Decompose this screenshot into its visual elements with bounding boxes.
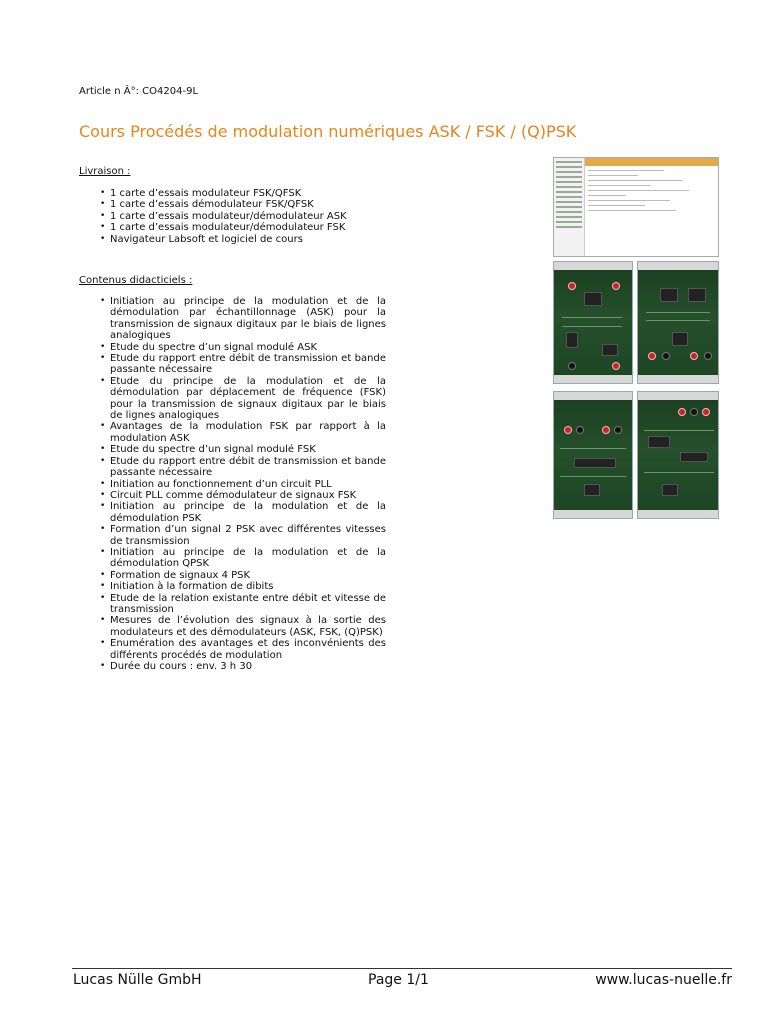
contents-item: • Etude du spectre d’un signal modulé FSK [100,444,386,455]
contents-item: • Etude du spectre d’un signal modulé ASK [100,342,386,353]
contents-item: • Circuit PLL comme démodulateur de signaux FSK [100,490,386,501]
footer-company: Lucas Nülle GmbH [73,972,202,988]
contents-item: • Etude du rapport entre débit de transmission et bande passante nécessaire [100,353,386,376]
contents-item: • Initiation au principe de la modulation et de la démodulation QPSK [100,547,386,570]
footer-divider [72,968,732,969]
footer-page-number: Page 1/1 [368,972,429,988]
screenshot-title-bar [585,158,718,166]
contents-heading: Contenus didacticiels : [79,275,193,286]
contents-item: • Avantages de la modulation FSK par rapport à la modulation ASK [100,421,386,444]
footer-website: www.lucas-nuelle.fr [595,972,732,988]
contents-list [100,296,386,672]
circuit-board-image [637,391,719,519]
contents-item: • Etude de la relation existante entre débit et vitesse de transmission [100,593,386,616]
contents-item: • Enumération des avantages et des inconvénients des différents procédés de modulation [100,638,386,661]
circuit-board-image [553,391,633,519]
delivery-item: • 1 carte d’essais modulateur FSK/QFSK [100,188,400,199]
circuit-board-image [553,261,633,384]
delivery-item: • 1 carte d’essais modulateur/démodulateur ASK [100,211,400,222]
contents-item: • Formation de signaux 4 PSK [100,570,386,581]
delivery-list [100,188,400,245]
delivery-item: • Navigateur Labsoft et logiciel de cours [100,234,400,245]
software-screenshot-image [553,157,719,257]
delivery-item: • 1 carte d’essais démodulateur FSK/QFSK [100,199,400,210]
contents-item: • Mesures de l’évolution des signaux à la sortie des modulateurs et des démodulateurs (ASK, FSK, (Q)PSK) [100,615,386,638]
contents-item: • Initiation au principe de la modulation et de la démodulation PSK [100,501,386,524]
contents-item: • Formation d’un signal 2 PSK avec différentes vitesses de transmission [100,524,386,547]
contents-item: • Durée du cours : env. 3 h 30 [100,661,386,672]
article-number: Article n Â°: CO4204-9L [79,86,199,97]
contents-item: • Initiation au fonctionnement d’un circuit PLL [100,479,386,490]
contents-item: • Initiation à la formation de dibits [100,581,386,592]
screenshot-content [588,170,714,252]
contents-item: • Initiation au principe de la modulation et de la démodulation par échantillonnage (ASK) pour la transmission de signaux digitaux par le biais de lignes analogiques [100,296,386,342]
contents-item: • Etude du principe de la modulation et de la démodulation par déplacement de fréquence (FSK) pour la transmission de signaux digitaux par le biais de lignes analogiques [100,376,386,422]
delivery-item: • 1 carte d’essais modulateur/démodulateur FSK [100,222,400,233]
page-title: Cours Procédés de modulation numériques ASK / FSK / (Q)PSK [79,122,577,141]
screenshot-tree-panel [554,158,585,256]
contents-item: • Etude du rapport entre débit de transmission et bande passante nécessaire [100,456,386,479]
delivery-heading: Livraison : [79,166,131,177]
circuit-board-image [637,261,719,384]
